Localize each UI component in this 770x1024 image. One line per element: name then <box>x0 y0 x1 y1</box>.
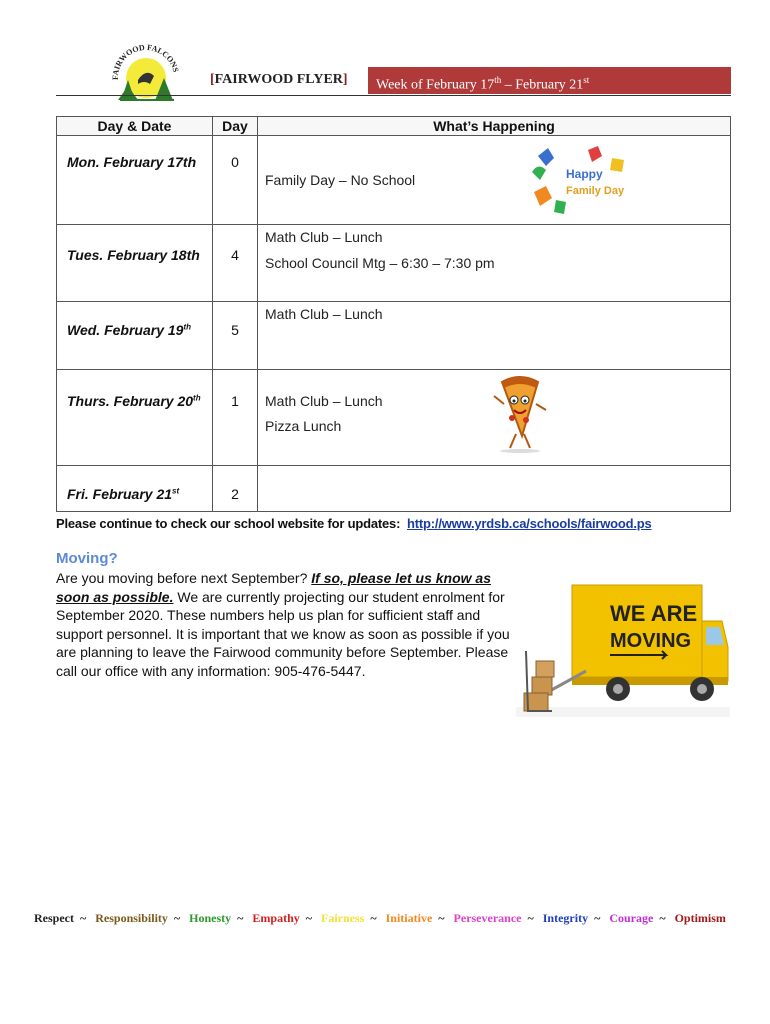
moving-paragraph: Are you moving before next September? If so, please let us know as soon as possible. We are currently projecting our student enrolment for September 2020. These numbers help us plan for sufficient staff and support personnel. It is important that we know as soon as possible if you are planning to leave the Fairwood community before September. Please call our office with any information: 905-476-5447. <box>56 570 510 679</box>
value-word: Initiative <box>385 911 433 925</box>
value-word: Perseverance <box>453 911 522 925</box>
svg-text:Family Day: Family Day <box>566 185 625 197</box>
moving-truck-image <box>516 581 730 717</box>
svg-text:FAIRWOOD FALCONS: FAIRWOOD FALCONS <box>110 42 181 81</box>
website-note: Please continue to check our school website for updates: http://www.yrdsb.ca/schools/fairwood.ps <box>56 516 652 531</box>
date-cell: Thurs. February 20th <box>57 370 213 466</box>
day-number-cell: 5 <box>213 302 258 370</box>
school-values-line: Respect ~ Responsibility ~ Honesty ~ Empathy ~ Fairness ~ Initiative ~ Perseverance ~ Integrity ~ Courage ~ Optimism <box>34 911 726 925</box>
event-item: Pizza Lunch <box>265 418 342 434</box>
day-number-cell: 4 <box>213 225 258 302</box>
table-row <box>57 225 731 302</box>
event-item: School Council Mtg – 6:30 – 7:30 pm <box>265 255 495 271</box>
day-number-cell: 1 <box>213 370 258 466</box>
value-word: Responsibility <box>95 911 168 925</box>
header-day: Day <box>213 117 258 136</box>
date-cell: Fri. February 21st <box>57 466 213 512</box>
table-row <box>57 466 731 512</box>
value-word: Integrity <box>542 911 589 925</box>
table-row <box>57 136 731 225</box>
events-cell <box>258 136 731 225</box>
value-word: Respect <box>34 911 74 925</box>
value-word: Empathy <box>252 911 300 925</box>
events-cell <box>258 225 731 302</box>
svg-text:WE ARE: WE ARE <box>610 601 698 626</box>
svg-text:Happy: Happy <box>566 167 603 181</box>
table-row <box>57 370 731 466</box>
value-word: Optimism <box>674 911 726 925</box>
day-number-cell: 0 <box>213 136 258 225</box>
event-item: Math Club – Lunch <box>265 229 383 245</box>
header-whats-happening: What’s Happening <box>258 117 731 136</box>
value-word: Fairness <box>321 911 365 925</box>
pizza-mascot-image <box>492 374 548 454</box>
date-cell: Wed. February 19th <box>57 302 213 370</box>
events-cell <box>258 370 731 466</box>
events-cell <box>258 466 731 512</box>
event-item: Math Club – Lunch <box>265 393 383 409</box>
table-header-row <box>57 117 731 136</box>
header-day-date: Day & Date <box>57 117 213 136</box>
header-divider <box>56 95 731 96</box>
day-number-cell: 2 <box>213 466 258 512</box>
flyer-title: [FAIRWOOD FLYER] <box>210 72 348 87</box>
value-word: Courage <box>609 911 654 925</box>
family-day-image <box>528 144 632 218</box>
value-word: Honesty <box>189 911 232 925</box>
events-cell <box>258 302 731 370</box>
moving-heading: Moving? <box>56 550 118 567</box>
table-row <box>57 302 731 370</box>
schedule-table <box>56 116 731 512</box>
event-item: Math Club – Lunch <box>265 306 383 322</box>
school-website-link[interactable]: http://www.yrdsb.ca/schools/fairwood.ps <box>407 516 652 531</box>
school-logo <box>108 40 182 102</box>
week-banner: Week of February 17th – February 21st <box>368 67 731 94</box>
event-item: Family Day – No School <box>265 172 416 188</box>
date-cell: Mon. February 17th <box>57 136 213 225</box>
date-cell: Tues. February 18th <box>57 225 213 302</box>
svg-text:MOVING: MOVING <box>610 630 692 652</box>
